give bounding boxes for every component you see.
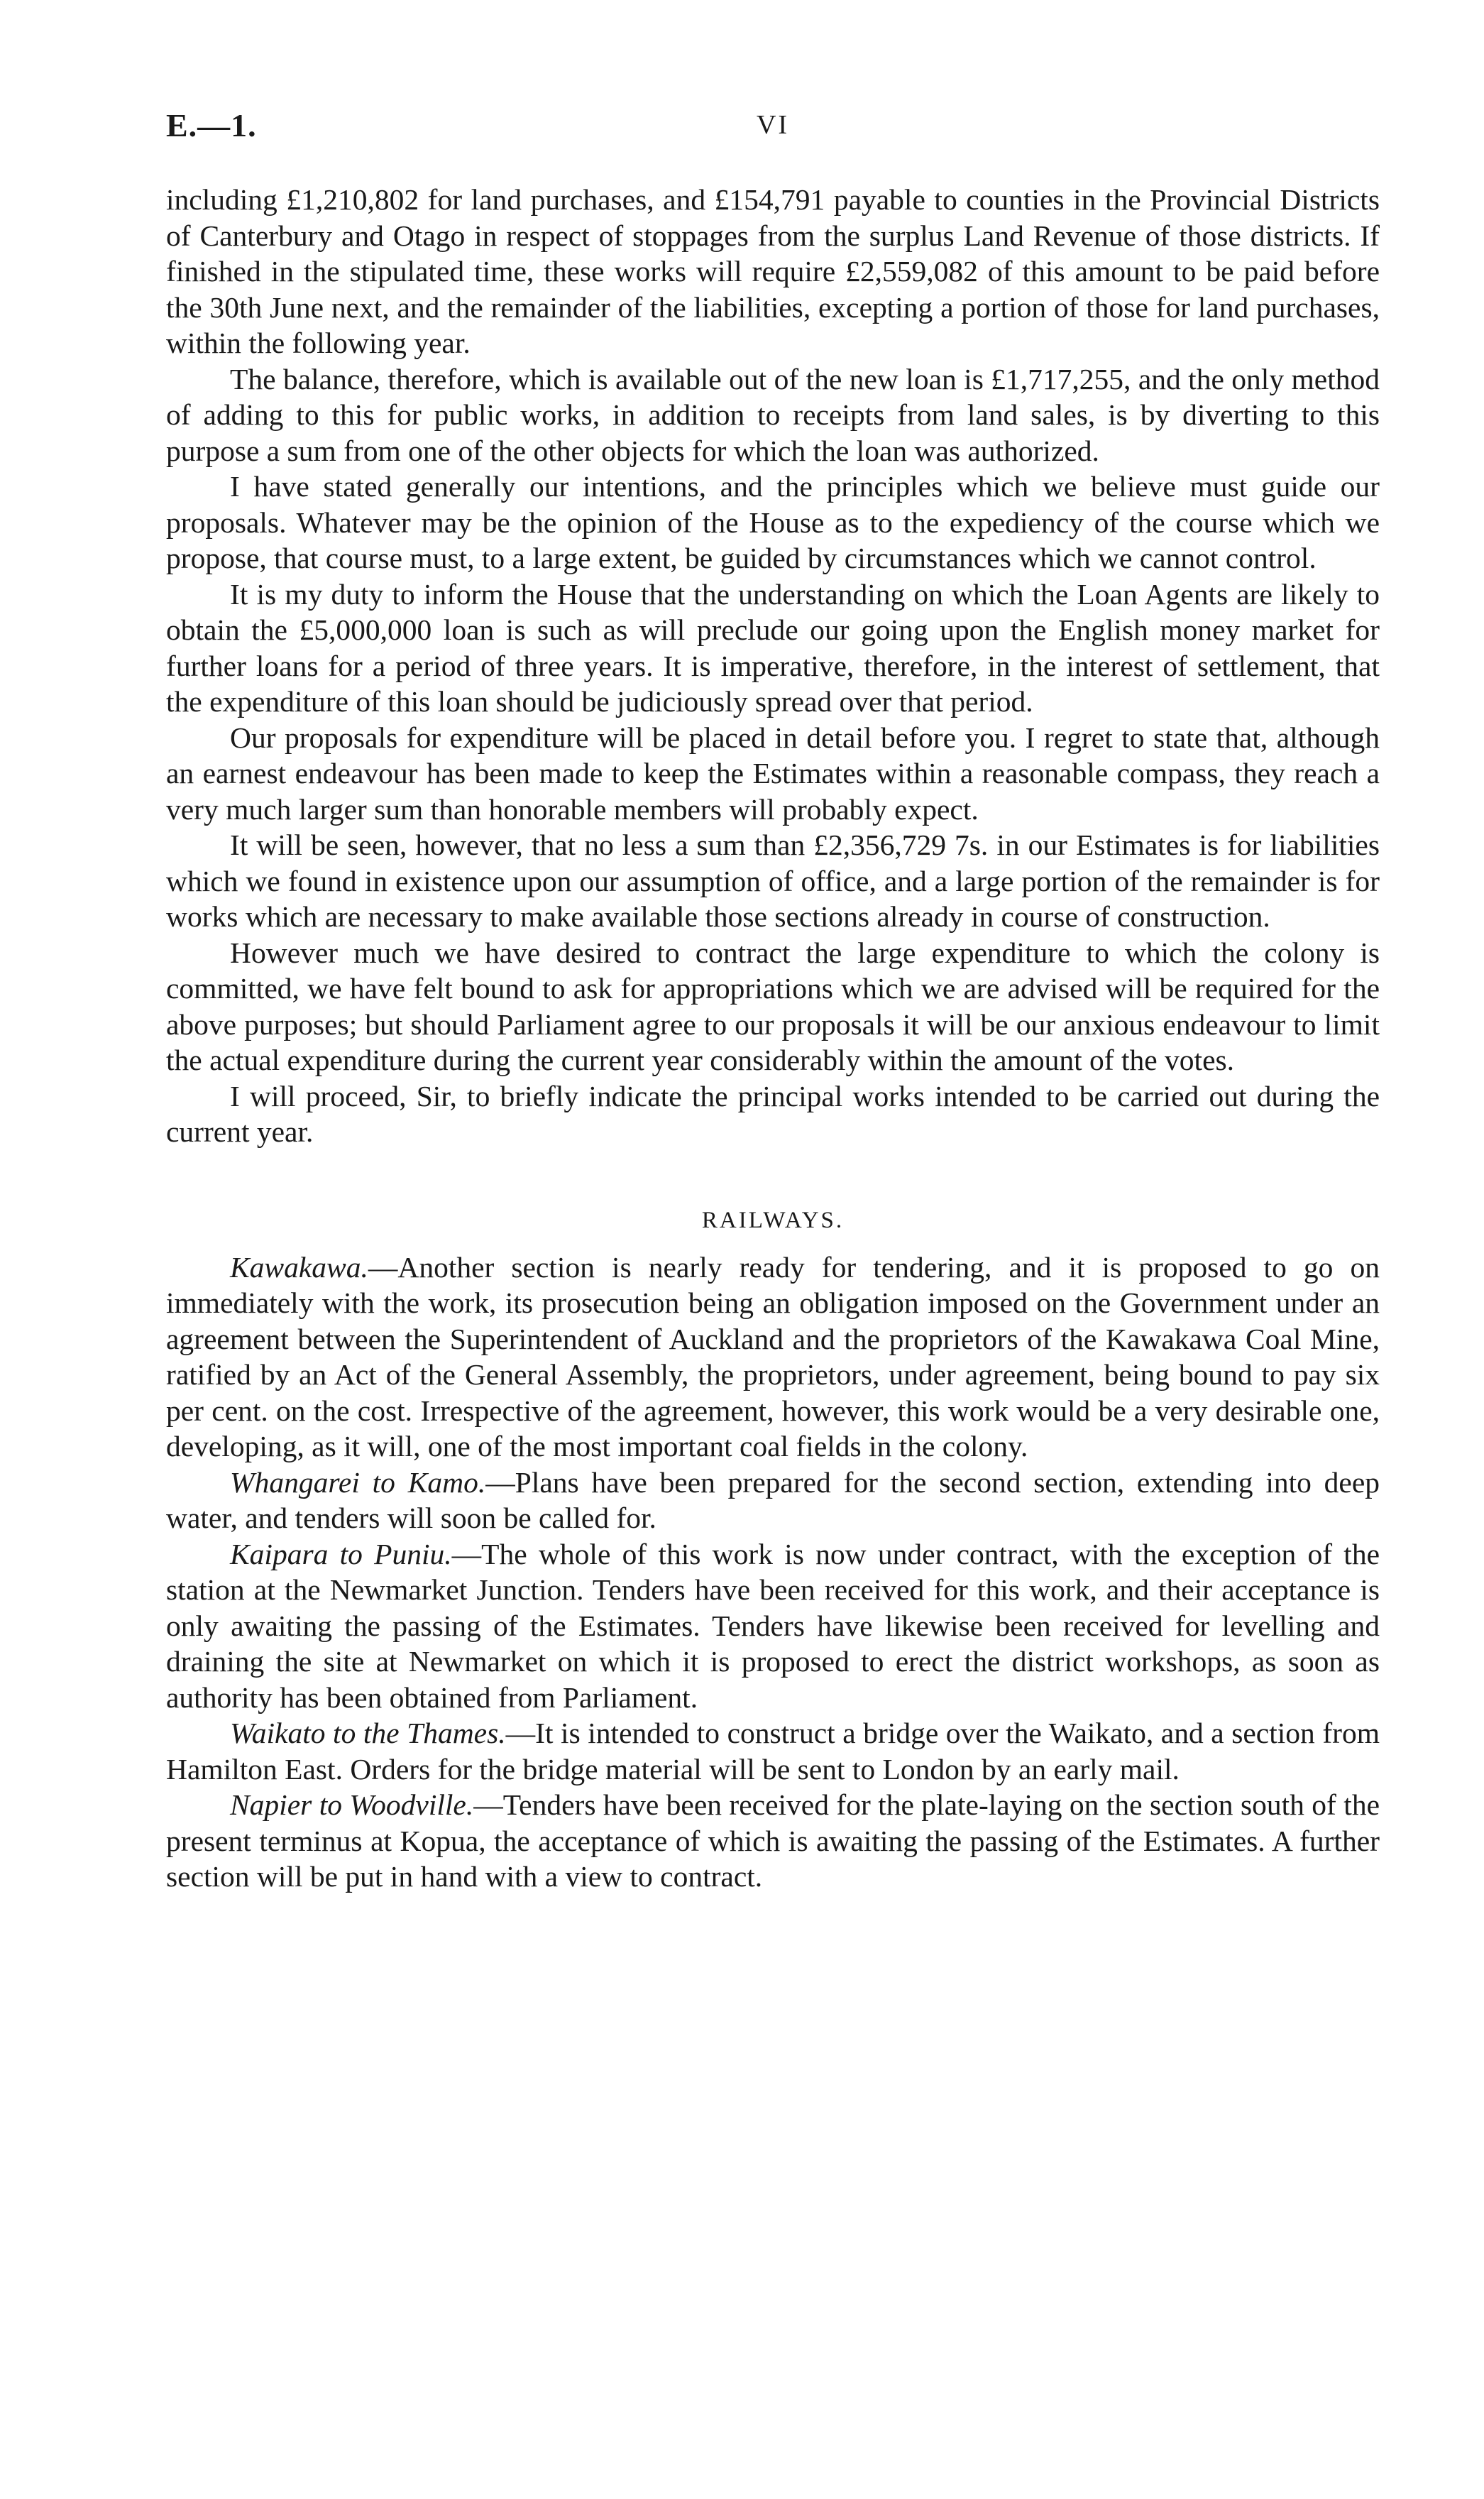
railway-item-title: Kaipara to Puniu. — [230, 1537, 452, 1570]
railway-item-text: —Another section is nearly ready for tendering, and it is proposed to go on immediately with the work, its prosecution being an obligation imposed on the Government under an agreement between the Superintendent of Auckland and the proprietors of the Kawakawa Coal Mine, ratified by an Act of the General Assembly, the proprietors, under agreement, being bound to pay six per cent. on the cost. Irrespective of the agreement, however, this work would be a very desirable one, developing, as it will, one of the most important coal fields in the colony. — [166, 1250, 1380, 1462]
railway-item — [166, 1787, 1380, 1895]
railway-item-text: —It is intended to construct a bridge over the Waikato, and a section from Hamilton East. Orders for the bridge material will be sent to London by an early mail. — [166, 1717, 1380, 1786]
railway-item-text: —Tenders have been received for the plate-laying on the section south of the present terminus at Kopua, the acceptance of which is awaiting the passing of the Estimates. A further section will be put in hand with a view to contract. — [166, 1788, 1380, 1893]
paragraph: It is my duty to inform the House that the understanding on which the Loan Agents are likely to obtain the £5,000,000 loan is such as will preclude our going upon the English money market for further loans for a period of three years. It is imperative, therefore, in the interest of settlement, that the expenditure of this loan should be judiciously spread over that period. — [166, 577, 1380, 718]
railway-item — [166, 1715, 1380, 1787]
railway-item-title: Waikato to the Thames. — [230, 1717, 506, 1749]
railway-item — [166, 1465, 1380, 1536]
railway-item — [166, 1250, 1380, 1465]
railway-item-text: —The whole of this work is now under contract, with the exception of the station at the Newmarket Junction. Tenders have been received for this work, and their acceptance is only awaiting the passing of the Estimates. Tenders have likewise been received for levelling and draining the site at Newmarket on which it is proposed to erect the district workshops, as soon as authority has been obtained from Parliament. — [166, 1537, 1380, 1714]
railway-item-text: —Plans have been prepared for the second section, extending into deep water, and tenders will soon be called for. — [166, 1465, 1380, 1534]
page-number: VI — [756, 110, 790, 140]
paragraph: I have stated generally our intentions, and the principles which we believe must guide our proposals. Whatever may be the opinion of the House as to the expediency of the course which we propose, that course must, to a large extent, be guided by circumstances which we cannot control. — [166, 470, 1380, 574]
paragraph-continuation: including £1,210,802 for land purchases, and £154,791 payable to counties in the Provincial Districts of Canterbury and Otago in respect of stoppages from the surplus Land Revenue of those districts. If finished in the stipulated time, these works will require £2,559,082 of this amount to be paid before the 30th June next, and the remainder of the liabilities, excepting a portion of those for land purchases, within the following year. — [166, 183, 1380, 359]
paragraph: I will proceed, Sir, to briefly indicate the principal works intended to be carried out during the current year. — [166, 1079, 1380, 1148]
page-header — [166, 106, 1380, 156]
body-text — [166, 182, 1380, 1895]
railway-item — [166, 1536, 1380, 1716]
paragraph: It will be seen, however, that no less a sum than £2,356,729 7s. in our Estimates is for liabilities which we found in existence upon our assumption of office, and a large portion of the remainder is for works which are necessary to make available those sections already in course of construction. — [166, 829, 1380, 933]
paragraph: However much we have desired to contract the large expenditure to which the colony is committed, we have felt bound to ask for appropriations which we are advised will be required for the above purposes; but should Parliament agree to our proposals it will be our anxious endeavour to limit the actual expenditure during the current year considerably within the amount of the votes. — [166, 936, 1380, 1076]
railway-item-title: Napier to Woodville. — [230, 1788, 474, 1821]
section-heading-railways: RAILWAYS. — [701, 1207, 845, 1233]
railway-item-title: Whangarei to Kamo. — [230, 1465, 486, 1499]
paragraph: Our proposals for expenditure will be placed in detail before you. I regret to state that, although an earnest endeavour has been made to keep the Estimates within a reasonable compass, they reach a very much larger sum than honorable members will probably expect. — [166, 721, 1380, 826]
paragraph: The balance, therefore, which is available out of the new loan is £1,717,255, and the only method of adding to this for public works, in addition to receipts from land sales, is by diverting to this purpose a sum from one of the other objects for which the loan was authorized. — [166, 362, 1380, 467]
page-reference: E.—1. — [166, 107, 257, 143]
railway-item-title: Kawakawa. — [230, 1250, 368, 1284]
